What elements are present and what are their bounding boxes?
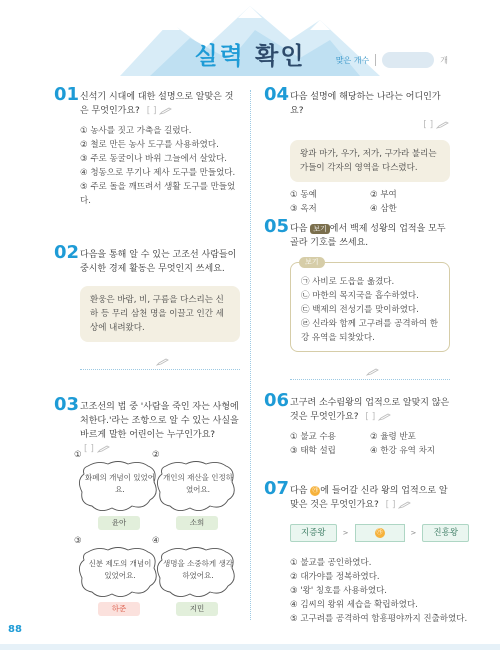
bogi-item: ㉡ 마한의 목지국을 흡수하였다. (301, 291, 419, 301)
answer-option-2[interactable]: ② 개인의 재산을 인정하였어요. 소희 (152, 450, 242, 542)
question-number: 06 (264, 390, 290, 411)
pencil-icon (366, 368, 380, 376)
question-number: 07 (264, 478, 290, 499)
choice-list (290, 556, 490, 626)
child-name: 윤아 (98, 516, 140, 530)
choice-3[interactable]: ③ 주로 동굴이나 바위 그늘에서 살았다. (80, 154, 227, 164)
choice-list (80, 124, 240, 208)
flow-box-jinheung: 진흥왕 (422, 524, 469, 542)
answer-bracket[interactable]: [ ] (365, 410, 392, 424)
question-text: 다음 설명에 해당하는 나라는 어디인가요? (290, 92, 441, 116)
choice-1[interactable]: ① 농사를 짓고 가축을 길렀다. (80, 126, 192, 136)
question-number: 03 (54, 394, 80, 415)
question-07 (264, 478, 450, 512)
choice-5[interactable]: ⑤ 고구려를 공격하여 함흥평야까지 진출하였다. (290, 614, 468, 624)
choice-2[interactable]: ② 부여 (370, 190, 397, 200)
score-label: 맞은 개수 (335, 55, 370, 65)
question-text: 고조선의 법 중 '사람을 죽인 자는 사형에 처한다.'라는 조항으로 알 수 있는 사실을 바르게 말한 어린이는 누구인가요? [ ] (80, 402, 239, 454)
flow-box-blank (355, 524, 405, 542)
choice-4[interactable]: ④ 김씨의 왕위 세습을 확립하였다. (290, 600, 418, 610)
source-box: 왕과 마가, 우가, 저가, 구가라 불리는 가들이 각자의 영역을 다스렸다. (290, 140, 450, 182)
answer-bracket[interactable]: [ ] (386, 498, 413, 512)
pencil-icon (436, 121, 450, 129)
question-01 (54, 84, 240, 208)
choice-3[interactable]: ③ '왕' 칭호를 사용하였다. (290, 586, 388, 596)
choice-3[interactable]: ③ 태학 설립 (290, 446, 336, 456)
choice-1[interactable]: ① 불교 수용 (290, 432, 336, 442)
page-title: 실력 확인 (194, 42, 306, 70)
choice-4[interactable]: ④ 삼한 (370, 204, 397, 214)
answer-line[interactable] (80, 356, 240, 370)
child-name: 하준 (98, 602, 140, 616)
bogi-inline-badge: 보기 (310, 224, 330, 234)
question-number: 05 (264, 216, 290, 237)
choice-2[interactable]: ② 철로 만든 농사 도구를 사용하였다. (80, 140, 219, 150)
question-text: 다음을 통해 알 수 있는 고조선 사람들이 중시한 경제 활동은 무엇인지 쓰세요. (80, 250, 237, 274)
page-header (0, 0, 500, 76)
answer-option-1[interactable]: ① 화폐의 개념이 있었어요. 윤아 (74, 450, 164, 542)
score-separator (375, 54, 376, 66)
answer-bracket[interactable]: [ ] (290, 118, 450, 132)
child-name: 소희 (176, 516, 218, 530)
choice-1[interactable]: ① 동예 (290, 190, 317, 200)
pencil-icon (159, 107, 173, 115)
answer-option-3[interactable]: ③ 신분 제도의 개념이 있었어요. 하준 (74, 536, 164, 628)
column-divider (250, 90, 251, 620)
bogi-item: ㉢ 백제의 전성기를 맞이하였다. (301, 305, 419, 315)
arrow-right-icon: > (410, 529, 417, 537)
pencil-icon (398, 501, 412, 509)
page-number: 88 (8, 624, 22, 635)
question-03 (54, 394, 240, 456)
choice-2[interactable]: ② 율령 반포 (370, 432, 416, 442)
ga-marker-icon: ㉮ (376, 529, 383, 536)
choice-list (290, 188, 450, 216)
bogi-item: ㉠ 사비로 도읍을 옮겼다. (301, 277, 395, 287)
footer-bar (0, 644, 500, 650)
bogi-box (290, 258, 450, 352)
choice-4[interactable]: ④ 한강 유역 차지 (370, 446, 435, 456)
choice-5[interactable]: ⑤ 주로 돌을 깨뜨려서 생활 도구를 만들었다. (80, 182, 236, 206)
king-flow (290, 524, 469, 542)
choice-2[interactable]: ② 대가야를 정복하였다. (290, 572, 380, 582)
choice-list (290, 430, 450, 458)
answer-line[interactable] (290, 366, 450, 380)
pencil-icon (378, 413, 392, 421)
choice-1[interactable]: ① 불교를 공인하였다. (290, 558, 372, 568)
score-input[interactable] (382, 52, 434, 68)
question-text: 신석기 시대에 대한 설명으로 알맞은 것은 무엇인가요? [ ] (80, 92, 234, 116)
choice-4[interactable]: ④ 청동으로 무기나 제사 도구를 만들었다. (80, 168, 236, 178)
question-02 (54, 242, 240, 370)
question-04 (264, 84, 450, 216)
answer-option-4[interactable]: ④ 생명을 소중하게 생각하였어요. 지민 (152, 536, 242, 628)
arrow-right-icon: > (342, 529, 349, 537)
score-box (336, 52, 448, 68)
question-05 (264, 216, 450, 380)
source-box: 환웅은 바람, 비, 구름을 다스리는 신하 등 무리 삼천 명을 이끌고 인간 세상에 내려왔다. (80, 286, 240, 342)
ga-marker-icon: ㉮ (312, 486, 319, 494)
question-number: 01 (54, 84, 80, 105)
question-number: 02 (54, 242, 80, 263)
question-text: 고구려 소수림왕의 업적으로 알맞지 않은 것은 무엇인가요? [ ] (290, 398, 450, 422)
question-text: 다음 ㉮ 에 들어갈 신라 왕의 업적으로 알맞은 것은 무엇인가요? [ ] (290, 486, 448, 510)
question-text: 다음 보기 에서 백제 성왕의 업적을 모두 골라 기호를 쓰세요. (290, 224, 446, 248)
flow-box-jijeung: 지증왕 (290, 524, 337, 542)
choice-3[interactable]: ③ 옥저 (290, 204, 317, 214)
answer-bracket[interactable]: [ ] (84, 442, 111, 456)
question-06 (264, 390, 450, 458)
answer-bracket[interactable]: [ ] (147, 104, 174, 118)
score-unit: 개 (440, 55, 448, 65)
bogi-item: ㉣ 신라와 함께 고구려를 공격하여 한강 유역을 되찾았다. (301, 319, 438, 343)
question-number: 04 (264, 84, 290, 105)
child-name: 지민 (176, 602, 218, 616)
bogi-label: 보기 (299, 257, 325, 268)
pencil-icon (156, 358, 170, 366)
